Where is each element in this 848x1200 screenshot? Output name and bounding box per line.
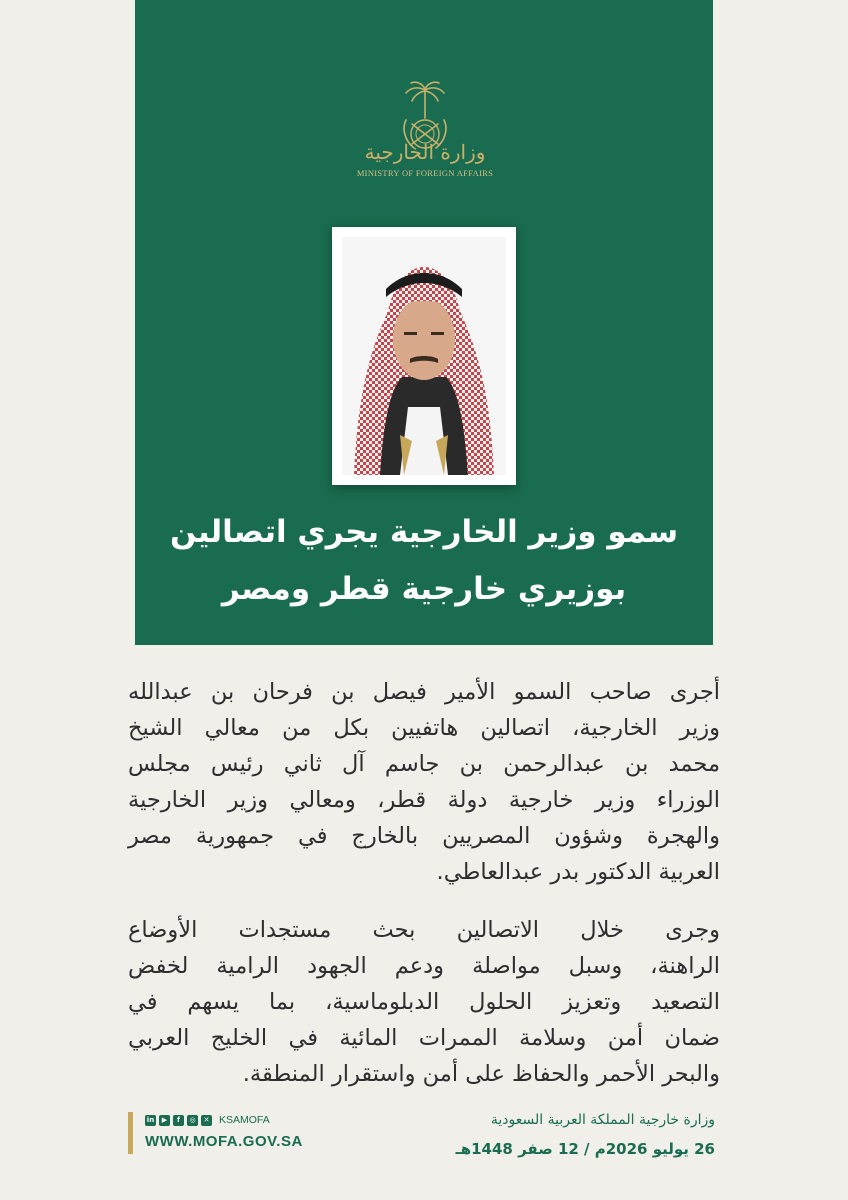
body-line: وجرى خلال الاتصالين بحث مستجدات الأوضاع	[128, 917, 720, 943]
portrait-frame	[332, 227, 516, 485]
footer-ministry-name: وزارة خارجية المملكة العربية السعودية	[490, 1112, 715, 1128]
body-line: أجرى صاحب السمو الأمير فيصل بن فرحان بن عبدالله	[128, 679, 720, 705]
body-line: العربية الدكتور بدر عبدالعاطي.	[436, 859, 720, 885]
facebook-icon[interactable]: f	[173, 1115, 184, 1126]
body-line: ضمان أمن وسلامة الممرات المائية في الخليج العربي	[128, 1025, 720, 1051]
ministry-name-english: MINISTRY OF FOREIGN AFFAIRS	[356, 168, 494, 178]
instagram-icon[interactable]: ◎	[187, 1115, 198, 1126]
body-line: والهجرة وشؤون المصريين بالخارج في جمهورية مصر	[128, 823, 720, 849]
body-line: وزير الخارجية، اتصالين هاتفيين بكل من معالي الشيخ	[128, 715, 720, 741]
body-line: محمد بن عبدالرحمن بن جاسم آل ثاني رئيس مجلس	[128, 751, 720, 777]
body-line: الوزراء وزير خارجية دولة قطر، ومعالي وزير الخارجية	[128, 787, 720, 813]
linkedin-icon[interactable]: in	[146, 1115, 155, 1124]
portrait-photo	[342, 237, 506, 475]
footer-accent-bar	[128, 1112, 133, 1154]
body-paragraph-2	[128, 912, 720, 1092]
x-icon[interactable]: ✕	[201, 1115, 212, 1126]
footer-date: 26 يوليو 2026م / 12 صفر 1448هـ	[455, 1140, 715, 1158]
body-paragraph-1	[128, 674, 720, 890]
body-line: التصعيد وتعزيز الحلول الدبلوماسية، بما يسهم في	[128, 989, 720, 1015]
social-handle[interactable]: KSAMOFA	[219, 1114, 270, 1126]
social-links	[145, 1112, 270, 1128]
website-link[interactable]: WWW.MOFA.GOV.SA	[145, 1133, 303, 1150]
body-line: والبحر الأحمر والحفاظ على أمن واستقرار المنطقة.	[242, 1061, 720, 1087]
headline-line-1: سمو وزير الخارجية يجري اتصالين	[169, 514, 679, 550]
youtube-icon[interactable]: ▶	[159, 1115, 170, 1126]
headline-line-2: بوزيري خارجية قطر ومصر	[221, 571, 627, 607]
ministry-name-arabic: وزارة الخارجية	[364, 140, 486, 164]
body-line: الراهنة، وسبل مواصلة ودعم الجهود الرامية لخفض	[128, 953, 720, 979]
